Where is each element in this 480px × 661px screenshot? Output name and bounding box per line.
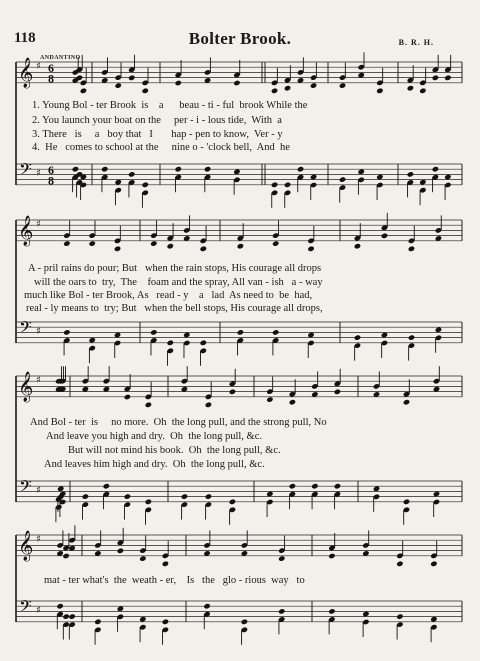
note-head bbox=[444, 75, 451, 81]
lyric-line: will the oars to try, The foam and the spray, All van - ish a - way bbox=[34, 277, 323, 288]
note-head bbox=[142, 88, 149, 94]
note-head bbox=[162, 561, 169, 567]
bass-clef-icon: 𝄢 bbox=[19, 476, 32, 500]
note-head bbox=[82, 493, 89, 499]
note-head bbox=[403, 499, 410, 505]
lyric-line: 3. There is a boy that I hap - pen to know, Ver - y bbox=[32, 129, 283, 140]
page-number: 118 bbox=[14, 30, 36, 46]
note-head bbox=[167, 243, 174, 249]
note-head bbox=[396, 561, 403, 567]
note-head bbox=[284, 182, 291, 188]
note-head bbox=[311, 483, 318, 489]
note-head bbox=[328, 608, 335, 614]
note-head bbox=[145, 499, 152, 505]
note-head bbox=[407, 85, 414, 91]
note-head bbox=[139, 555, 146, 561]
note-head bbox=[430, 561, 437, 567]
lyric-line: And leave you high and dry. Oh the long pull, &c. bbox=[46, 431, 262, 442]
note-head bbox=[114, 246, 121, 252]
time-signature-icon: 6 bbox=[48, 61, 54, 75]
treble-clef-icon: 𝄞 bbox=[18, 372, 34, 402]
note-head bbox=[63, 329, 70, 335]
lyric-line: And leaves him high and dry. Oh the long pull, &c. bbox=[44, 459, 265, 470]
note-head bbox=[307, 246, 314, 252]
time-signature-icon: 8 bbox=[48, 71, 54, 86]
bass-clef-icon: 𝄢 bbox=[19, 317, 32, 341]
note-head bbox=[237, 243, 244, 249]
time-signature-icon: 6 bbox=[48, 163, 54, 177]
note-head bbox=[278, 608, 285, 614]
sharp-icon: ♯ bbox=[36, 485, 41, 496]
time-signature-icon: 8 bbox=[48, 173, 54, 188]
note-head bbox=[167, 340, 174, 346]
note-head bbox=[117, 548, 124, 554]
lyric-line: 2. You launch your boat on the per - i - lous tide, With a bbox=[32, 115, 282, 126]
note-head bbox=[205, 402, 212, 408]
note-head bbox=[103, 483, 110, 489]
bass-clef-icon: 𝄢 bbox=[19, 159, 32, 183]
lyric-line: A - pril rains do pour; But when the rain stops, His courage all drops bbox=[28, 263, 322, 274]
treble-clef-icon: 𝄞 bbox=[18, 216, 34, 246]
note-head bbox=[229, 389, 236, 395]
note-head bbox=[432, 75, 439, 81]
note-head bbox=[181, 493, 188, 499]
note-head bbox=[339, 176, 346, 182]
bass-clef-icon: 𝄢 bbox=[19, 596, 32, 620]
sharp-icon: ♯ bbox=[36, 168, 41, 179]
note-head bbox=[128, 75, 135, 81]
note-head bbox=[284, 85, 291, 91]
note-head bbox=[128, 171, 135, 177]
note-head bbox=[68, 613, 75, 619]
note-head bbox=[150, 329, 157, 335]
note-head bbox=[204, 166, 211, 172]
note-head bbox=[419, 88, 426, 94]
note-head bbox=[266, 396, 273, 402]
note-head bbox=[407, 171, 414, 177]
lyric-line: 1. Young Bol - ter Brook is a beau - ti - ful brook While the bbox=[32, 100, 308, 111]
note-head bbox=[376, 88, 383, 94]
note-head bbox=[310, 82, 317, 88]
note-head bbox=[145, 402, 152, 408]
note-head bbox=[115, 82, 122, 88]
note-head bbox=[233, 80, 240, 86]
note-head bbox=[80, 88, 87, 94]
author-initials: B. R. H. bbox=[398, 38, 434, 47]
sharp-icon: ♯ bbox=[36, 534, 41, 545]
treble-clef-icon: 𝄞 bbox=[18, 58, 34, 88]
note-head bbox=[175, 166, 182, 172]
note-head bbox=[200, 246, 207, 252]
note-head bbox=[72, 166, 79, 172]
note-head bbox=[278, 555, 285, 561]
note-head bbox=[205, 493, 212, 499]
note-head bbox=[271, 182, 278, 188]
note-head bbox=[229, 499, 236, 505]
note-head bbox=[339, 82, 346, 88]
note-head bbox=[101, 166, 108, 172]
note-head bbox=[271, 88, 278, 94]
sharp-icon: ♯ bbox=[36, 375, 41, 386]
note-head bbox=[272, 240, 279, 246]
note-head bbox=[328, 553, 335, 559]
note-head bbox=[334, 389, 341, 395]
song-title: Bolter Brook. bbox=[188, 29, 292, 48]
treble-clef-icon: 𝄞 bbox=[18, 531, 34, 561]
note-head bbox=[62, 553, 69, 559]
note-head bbox=[408, 334, 415, 340]
sharp-icon: ♯ bbox=[36, 605, 41, 616]
note-head bbox=[354, 334, 361, 340]
note-head bbox=[237, 329, 244, 335]
lyric-line: But will not mind his book. Oh the long pull, &c. bbox=[68, 445, 281, 456]
note-head bbox=[94, 619, 101, 625]
note-head bbox=[432, 166, 439, 172]
note-head bbox=[142, 182, 149, 188]
note-head bbox=[297, 166, 304, 172]
note-head bbox=[63, 240, 70, 246]
note-head bbox=[56, 603, 63, 609]
note-head bbox=[403, 399, 410, 405]
note-head bbox=[150, 240, 157, 246]
note-head bbox=[381, 233, 388, 239]
tempo-marking: ANDANTINO bbox=[40, 55, 81, 61]
sharp-icon: ♯ bbox=[36, 219, 41, 230]
note-head bbox=[396, 613, 403, 619]
lyric-line: much like Bol - ter Brook, As read - y a lad As need to be had, bbox=[24, 290, 313, 301]
note-head bbox=[124, 394, 131, 400]
note-head bbox=[354, 243, 361, 249]
note-head bbox=[408, 246, 415, 252]
note-head bbox=[334, 483, 341, 489]
note-head bbox=[203, 603, 210, 609]
note-head bbox=[89, 240, 96, 246]
sharp-icon: ♯ bbox=[36, 61, 41, 72]
lyric-line: real - ly means to try; But when the bell stops, His courage all drops, bbox=[26, 303, 323, 314]
note-head bbox=[62, 613, 69, 619]
note-head bbox=[162, 619, 169, 625]
note-head bbox=[289, 483, 296, 489]
note-head bbox=[272, 329, 279, 335]
lyric-line: 4. He comes to school at the nine o - 'clock bell, And he bbox=[32, 142, 290, 153]
note-head bbox=[124, 493, 131, 499]
note-head bbox=[289, 399, 296, 405]
note-head bbox=[241, 619, 248, 625]
lyric-line: mat - ter what's the weath - er, Is the glo - rious way to bbox=[44, 575, 305, 586]
note-head bbox=[175, 80, 182, 86]
sharp-icon: ♯ bbox=[36, 326, 41, 337]
lyric-line: And Bol - ter is no more. Oh the long pull, and the strong pull, No bbox=[30, 417, 327, 428]
note-head bbox=[200, 340, 207, 346]
